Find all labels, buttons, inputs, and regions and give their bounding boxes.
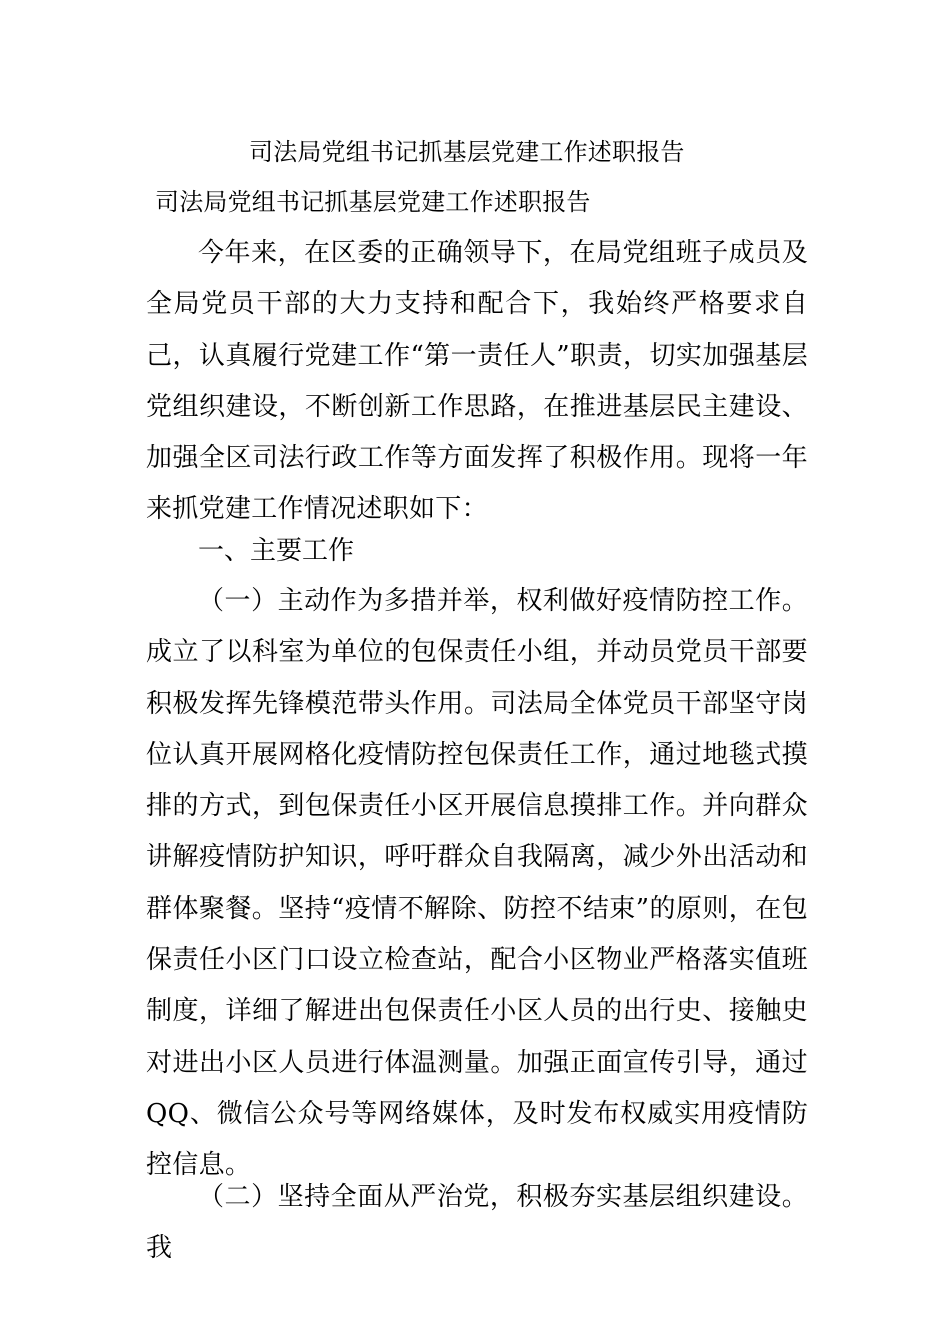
paragraph-item-2: （二）坚持全面从严治党，积极夯实基层组织建设。我 xyxy=(146,1182,808,1264)
intro-paragraph: 今年来，在区委的正确领导下，在局党组班子成员及全局党员干部的大力支持和配合下，我始终严格要求自己，认真履行党建工作“第一责任人”职责，切实加强基层党组织建设，不断创新工作思路，在推进基层民主建设、加强全区司法行政工作等方面发挥了积极作用。现将一年来抓党建工作情况述职如下： xyxy=(146,238,808,525)
paragraph-item-1: （一）主动作为多措并举，权利做好疫情防控工作。成立了以科室为单位的包保责任小组，并动员党员干部要积极发挥先锋模范带头作用。司法局全体党员干部坚守岗位认真开展网格化疫情防控包保责任工作，通过地毯式摸排的方式，到包保责任小区开展信息摸排工作。并向群众讲解疫情防护知识，呼吁群众自我隔离，减少外出活动和群体聚餐。坚持“疫情不解除、防控不结束”的原则，在包保责任小区门口设立检查站，配合小区物业严格落实值班制度，详细了解进出包保责任小区人员的出行史、接触史对进出小区人员进行体温测量。加强正面宣传引导，通过QQ、微信公众号等网络媒体，及时发布权威实用疫情防控信息。 xyxy=(146,586,808,1181)
document-subtitle: 司法局党组书记抓基层党建工作述职报告 xyxy=(155,188,591,216)
document-title: 司法局党组书记抓基层党建工作述职报告 xyxy=(249,138,685,166)
section-heading-main-work: 一、主要工作 xyxy=(198,536,355,566)
